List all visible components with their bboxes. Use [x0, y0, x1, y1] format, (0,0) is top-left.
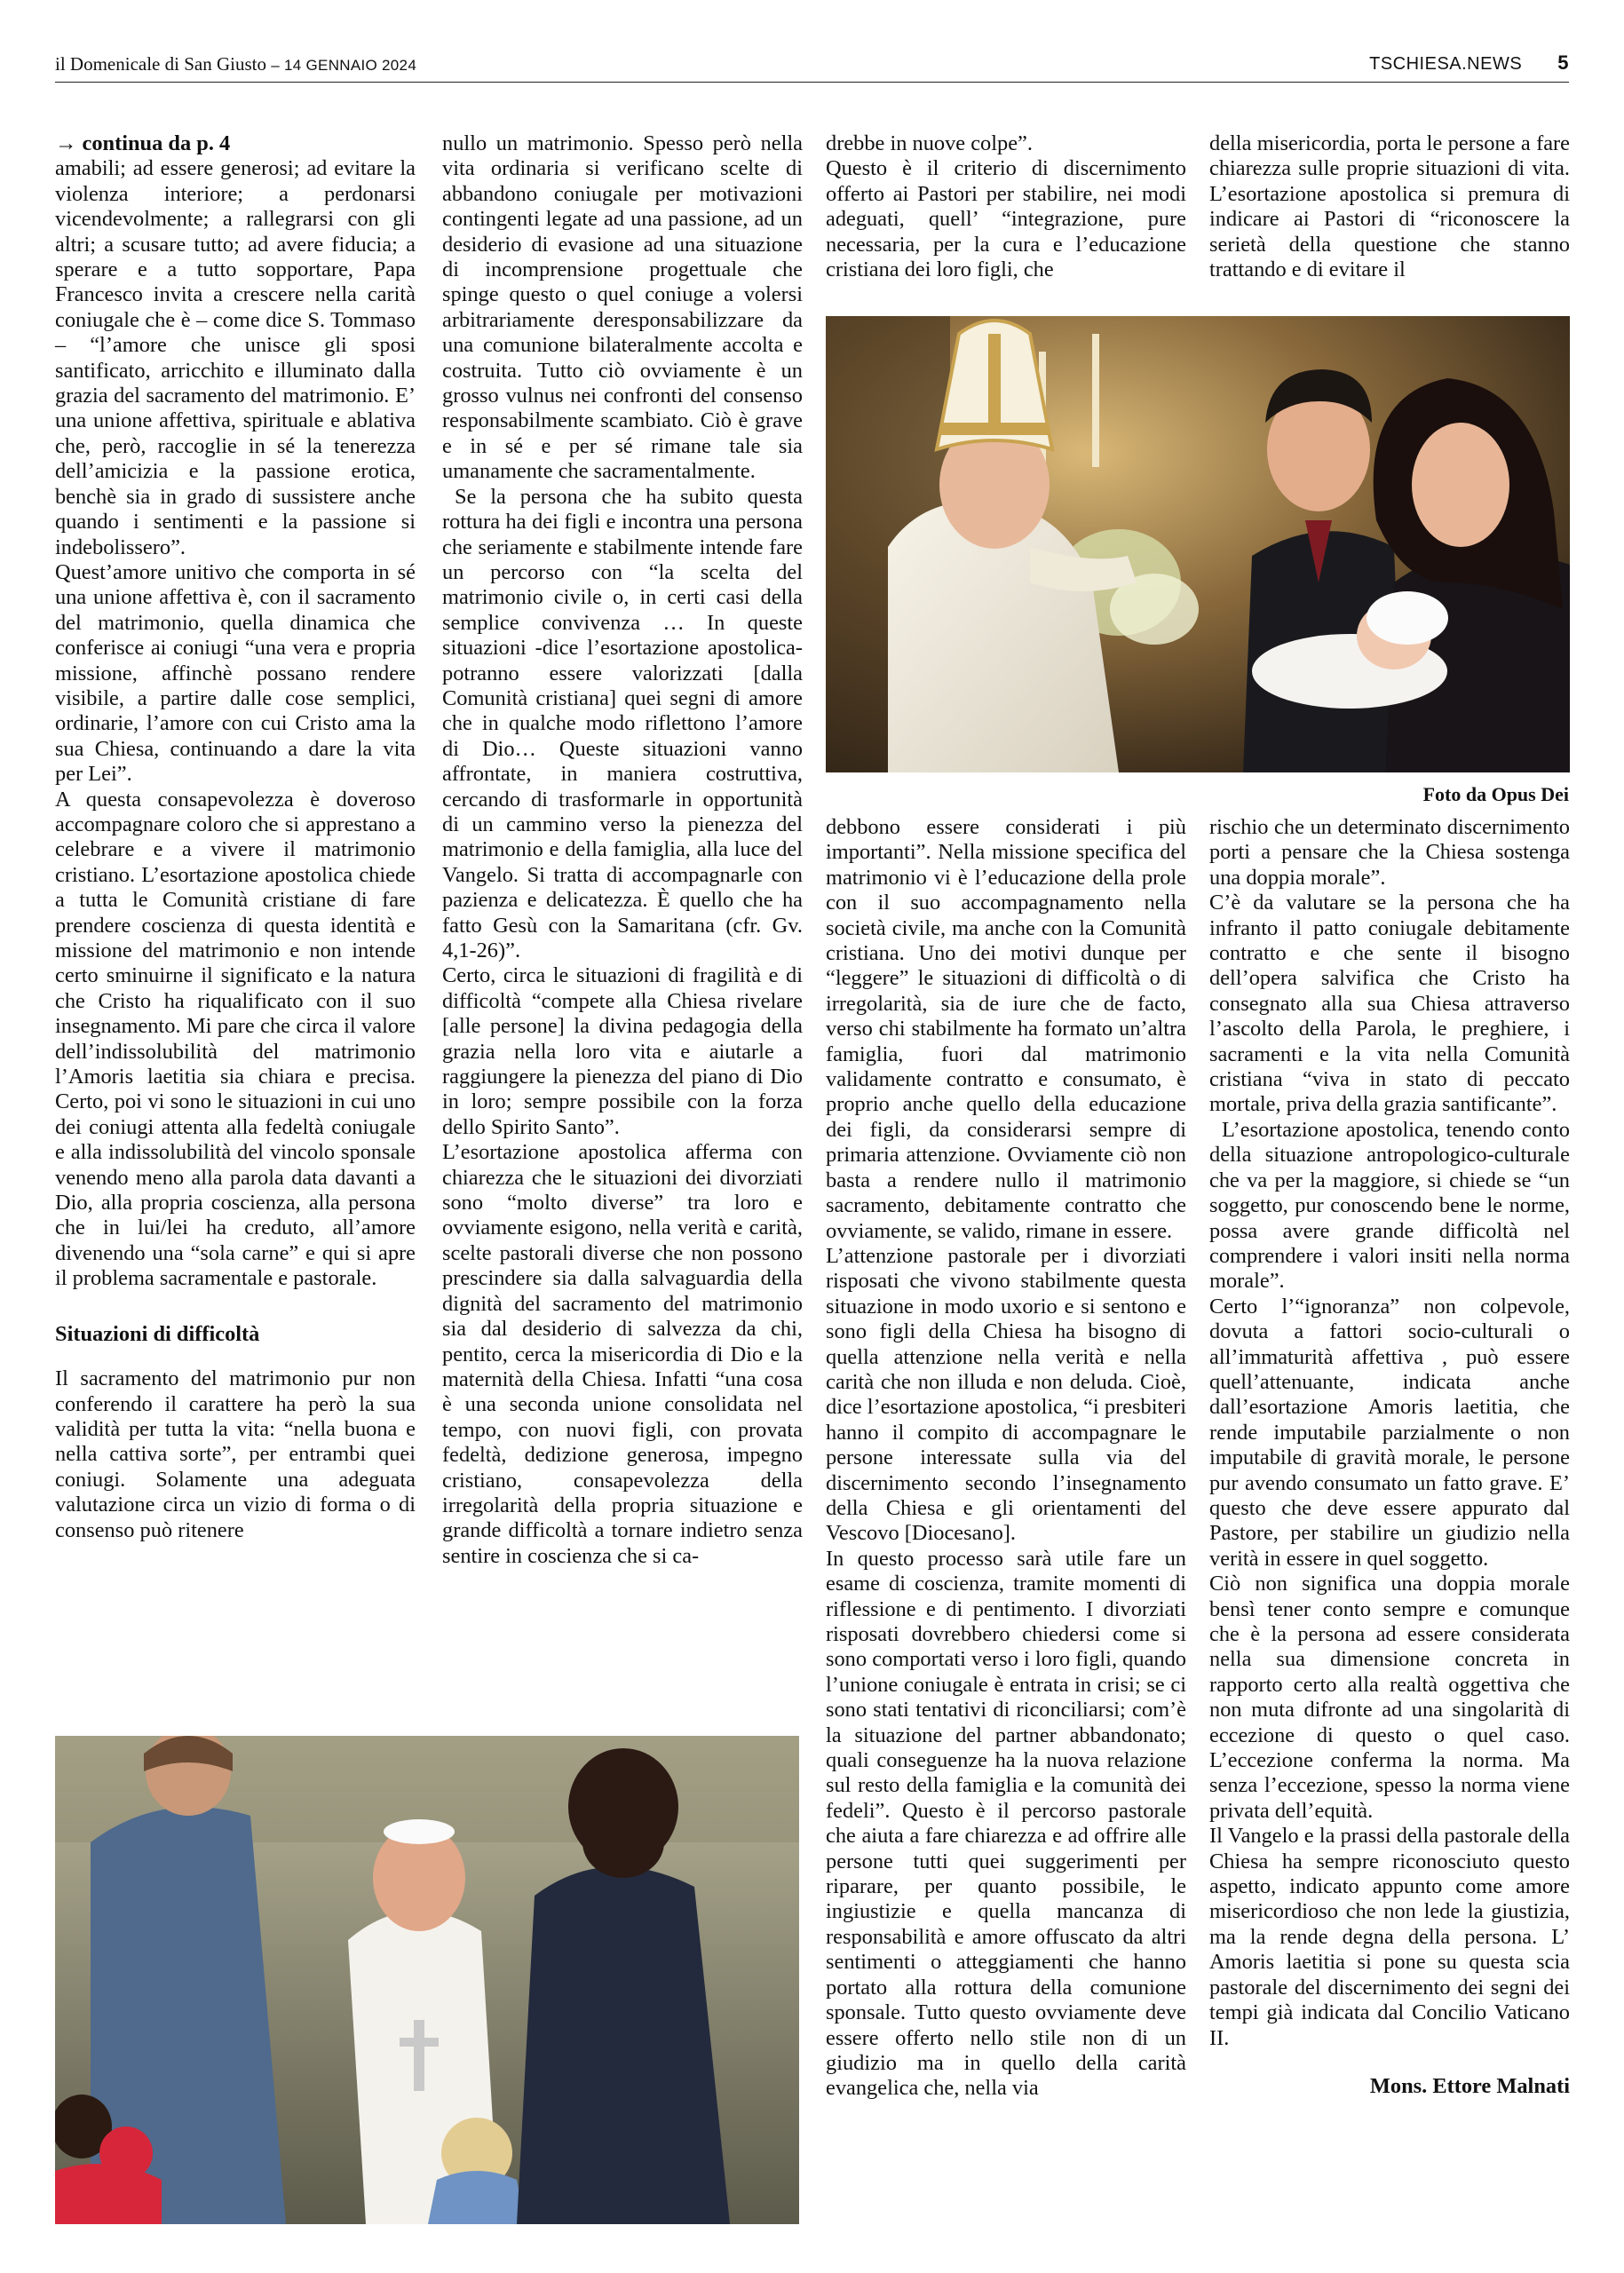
column-3-top	[826, 131, 1186, 282]
photo-caption: Foto da Opus Dei	[1422, 783, 1569, 805]
paragraph: drebbe in nuove colpe”.	[826, 131, 1033, 155]
header-left	[55, 53, 416, 75]
paragraph: amabili; ad essere generosi; ad evitare la violenza interiore; a perdonarsi vicendevolmente; a rallegrarsi con gli altri; a scusare tutto; ad avere fiducia; a sperare e a tutto sopportare, Papa Francesco invita a crescere nella carità coniugale che è – come dice S. Tommaso – “l’amore che unisce gli sposi santificato, arricchito e illuminato dalla grazia del sacramento del matrimonio. E’ una unione affettiva, spirituale e ablativa che, però, raccoglie in sé la tenerezza dell’amicizia e la passione erotica, benchè sia in grado di sussistere anche quando i sentimenti e la passione si indebolissero”.	[55, 156, 416, 559]
pope-families-photo	[55, 1736, 799, 2224]
paragraph: della misericordia, porta le persone a fare chiarezza sulle proprie situazioni di vita. L’esortazione apostolica si premura di indicare ai Pastori di “riconoscere la serietà della questione che stanno trattando e di evitare il	[1209, 131, 1570, 282]
column-3-bottom	[826, 815, 1186, 2102]
pope-greeting-illustration	[55, 1736, 799, 2224]
paragraph: In questo processo sarà utile fare un esame di coscienza, tramite momenti di riflessione e di pentimento. I divorziati risposati dovrebbero chiedersi come si sono comportati verso i loro figli, quando l’unione coniugale è entrata in crisi; se ci sono stati tentativi di riconciliarsi; com’è la situazione del partner abbandonato; quali conseguenze ha la nuova relazione sul resto della famiglia e la comunità dei fedeli”. Questo è il percorso pastorale che aiuta a fare chiarezza e ad offrire alle persone tutti quei suggerimenti per riparare, per quanto possibile, le ingiustizie e quella mancanza di responsabilità e amore offuscato da altri sentimenti o atteggiamenti che hanno portato alla rottura della comunione sponsale. Tutto questo ovviamente deve essere offerto nello stile non di un giudizio ma in quello della carità evangelica che, nella via	[826, 1546, 1186, 2101]
paragraph: L’esortazione apostolica afferma con chiarezza che le situazioni dei divorziati sono “molto diverse” tra loro e ovviamente esigono, nella verità e carità, scelte pastorali diverse che non possono prescindere sia dalla salvaguardia della dignità del sacramento del matrimonio sia dal desiderio di salvezza da chi, pentito, cerca la misericordia di Dio e la maternità della Chiesa. Infatti “una cosa è una seconda unione consolidata nel tempo, con nuovi figli, con provata fedeltà, dedizione generosa, impegno cristiano, consapevolezza della irregolarità della propria situazione e grande difficoltà a tornare indietro senza sentire in coscienza che si ca-	[442, 1140, 803, 1568]
paragraph: Il sacramento del matrimonio pur non conferendo il carattere ha però la sua validità per tutta la vita: “nella buona e nella cattiva sorte”, per entrambi quei coniugi. Solamente una adeguata valutazione circa un vizio di forma o di consenso può ritenere	[55, 1366, 416, 1542]
paragraph: nullo un matrimonio. Spesso però nella vita ordinaria si verificano scelte di abbandono coniugale per motivazioni contingenti legate ad una passione, ad un desiderio di evasione ad una situazione di incomprensione progettuale che spinge questo o quel coniuge a volersi arbitrariamente deresponsabilizzare da una comunione bilateralmente accolta e costruita. Tutto ciò ovviamente è un grosso vulnus nei confronti del consenso responsabilmente scambiato. Ciò è grave e in sé e per sé rimane tale sia umanamente che sacramentalmente.	[442, 131, 803, 484]
paragraph: A questa consapevolezza è doveroso accompagnare coloro che si apprestano a celebrare e a vivere il matrimonio cristiano. L’esortazione apostolica chiede a tutta le Comunità cristiane di fare prendere coscienza di questa identità e missione del matrimonio e non intende certo sminuirne il significato e la natura che Cristo ha riqualificato con il suo insegnamento. Mi pare che circa il valore dell’indissolubilità del matrimonio l’Amoris laetitia sia chiara e precisa. Certo, poi vi sono le situazioni in cui uno dei coniugi attenta alla fedeltà coniugale e alla indissolubilità del vincolo sponsale venendo meno alla parola data davanti a Dio, alla propria coscienza, alla persona che in lui/lei ha creduto, all’amore divenendo una “sola carne” e qui si apre il problema sacramentale e pastorale.	[55, 787, 416, 1291]
paragraph: Certo, circa le situazioni di fragilità e di difficoltà “compete alla Chiesa rivelare [alle persone] la divina pedagogia della grazia nella loro vita e aiutarle a raggiungere la pienezza del piano di Dio in loro; sempre possibile con la forza dello Spirito Santo”.	[442, 963, 803, 1139]
site-name: TSCHIESA.NEWS	[1369, 54, 1523, 74]
header-right	[1369, 51, 1569, 75]
paragraph: Il Vangelo e la prassi della pastorale della Chiesa ha sempre riconosciuto questo aspetto, indicato appunto come amore misericordioso che non lede la giustizia, ma la rende degna della persona. L’ Amoris laetitia si pone su questa scia pastorale del discernimento dei segni dei tempi già indicata dal Concilio Vaticano II.	[1209, 1824, 1570, 2050]
section-heading: Situazioni di difficoltà	[55, 1321, 260, 1346]
paragraph: rischio che un determinato discernimento porti a pensare che la Chiesa sostenga una doppia morale”.	[1209, 815, 1570, 890]
paragraph: Questo è il criterio di discernimento offerto ai Pastori per stabilire, nei modi adeguati, quell’ “integrazione, pure necessaria, per la cura e l’educazione cristiana dei loro figli, che	[826, 156, 1186, 282]
paragraph: L’attenzione pastorale per i divorziati risposati che vivono stabilmente questa situazione in modo uxorio e si sentono e sono figli della Chiesa ha bisogno di quella attenzione nella verità e nella carità che non illuda e non deluda. Cioè, dice l’esortazione apostolica, “i presbiteri hanno il compito di accompagnare le persone interessate sulla via del discernimento secondo l’insegnamento della Chiesa e gli orientamenti del Vescovo [Diocesano].	[826, 1243, 1186, 1546]
paragraph: Ciò non significa una doppia morale bensì tener conto sempre e comunque che è la persona ad essere considerata nella sua dimensione concreta in rapporto certo alla realtà oggettiva che non muta difronte ad una singolarità di eccezione di questo o quel caso. L’eccezione conferma la norma. Ma senza l’eccezione, spesso la norma viene privata dell’equità.	[1209, 1572, 1570, 1823]
paragraph: debbono essere considerati i più importanti”. Nella missione specifica del matrimonio vi è l’educazione della prole con il suo accompagnamento nella società civile, ma anche con la Comunità cristiana. Uno dei motivi dunque per “leggere” le situazioni di difficoltà o di irregolarità, sia de iure che de facto, verso chi stabilmente ha formato un’altra famiglia, fuori dal matrimonio validamente contratto e consumato, è proprio anche quello della educazione dei figli, da considerarsi sempre di primaria attenzione. Ovviamente ciò non basta a rendere nullo il matrimonio sacramento, debitamente contratto che ovviamente, se valido, rimane in essere.	[826, 815, 1186, 1243]
column-4-top	[1209, 131, 1570, 282]
paragraph: Se la persona che ha subito questa rottura ha dei figli e incontra una persona che seriamente e stabilmente intende fare un percorso con “la scelta del matrimonio civile o, in certi casi della semplice convivenza … In queste situazioni -dice l’esortazione apostolica- potranno essere valorizzati [dalla Comunità cristiana] quei segni di amore che in qualche modo riflettono l’amore di Dio… Queste situazioni vanno affrontate, in maniera costruttiva, cercando di trasformarle in opportunità di un cammino verso la pienezza del matrimonio e della famiglia, alla luce del Vangelo. Si tratta di accompagnarle con pazienza e delicatezza. È quello che ha fatto Gesù con la Samaritana (cfr. Gv. 4,1-26)”.	[442, 484, 803, 962]
paragraph: Quest’amore unitivo che comporta in sé una unione affettiva è, con il sacramento del matrimonio, quella dinamica che conferisce ai coniugi “una vera e propria missione, affinchè possano rendere visibile, a partire dalle cose semplici, ordinarie, l’amore con cui Cristo ama la sua Chiesa, continuando a dare la vita per Lei”.	[55, 559, 416, 787]
page-number: 5	[1557, 51, 1569, 74]
baptism-illustration	[826, 316, 1570, 772]
column-4-bottom	[1209, 815, 1570, 2099]
paragraph: Certo l’“ignoranza” non colpevole, dovuta a fattori socio-culturali o all’immaturità affettiva , può essere quell’attenuante, indicata anche dall’esortazione Amoris laetitia, che rende imputabile parzialmente o non imputabile di gravità morale, le persone pur avendo consumato un fatto grave. E’ questo che deve essere appurato dal Pastore, per stabilire un giudizio nella verità in essere in quel soggetto.	[1209, 1294, 1570, 1571]
newspaper-name: il Domenicale di San Giusto	[55, 53, 266, 75]
baptism-photo	[826, 316, 1570, 772]
column-1	[55, 131, 416, 1543]
author-byline: Mons. Ettore Malnati	[1369, 2073, 1570, 2098]
issue-date: – 14 GENNAIO 2024	[271, 57, 417, 74]
page-header	[55, 46, 1569, 83]
paragraph: C’è da valutare se la persona che ha infranto il patto coniugale debitamente contratto e che sente il bisogno dell’opera salvifica che Cristo ha consegnato alla sua Chiesa attraverso l’ascolto della Parola, le preghiere, i sacramenti e la vita nella Comunità cristiana “viva in stato di peccato mortale, priva della grazia santificante”.	[1209, 891, 1570, 1117]
column-2	[442, 131, 803, 1569]
paragraph: L’esortazione apostolica, tenendo conto della situazione antropologico-culturale che va per la maggiore, si chiede se “un soggetto, pur conoscendo bene le norme, possa avere grande difficoltà nel comprendere i valori insiti nella norma morale”.	[1209, 1117, 1570, 1294]
continued-from-link[interactable]: → continua da p. 4	[55, 131, 231, 155]
